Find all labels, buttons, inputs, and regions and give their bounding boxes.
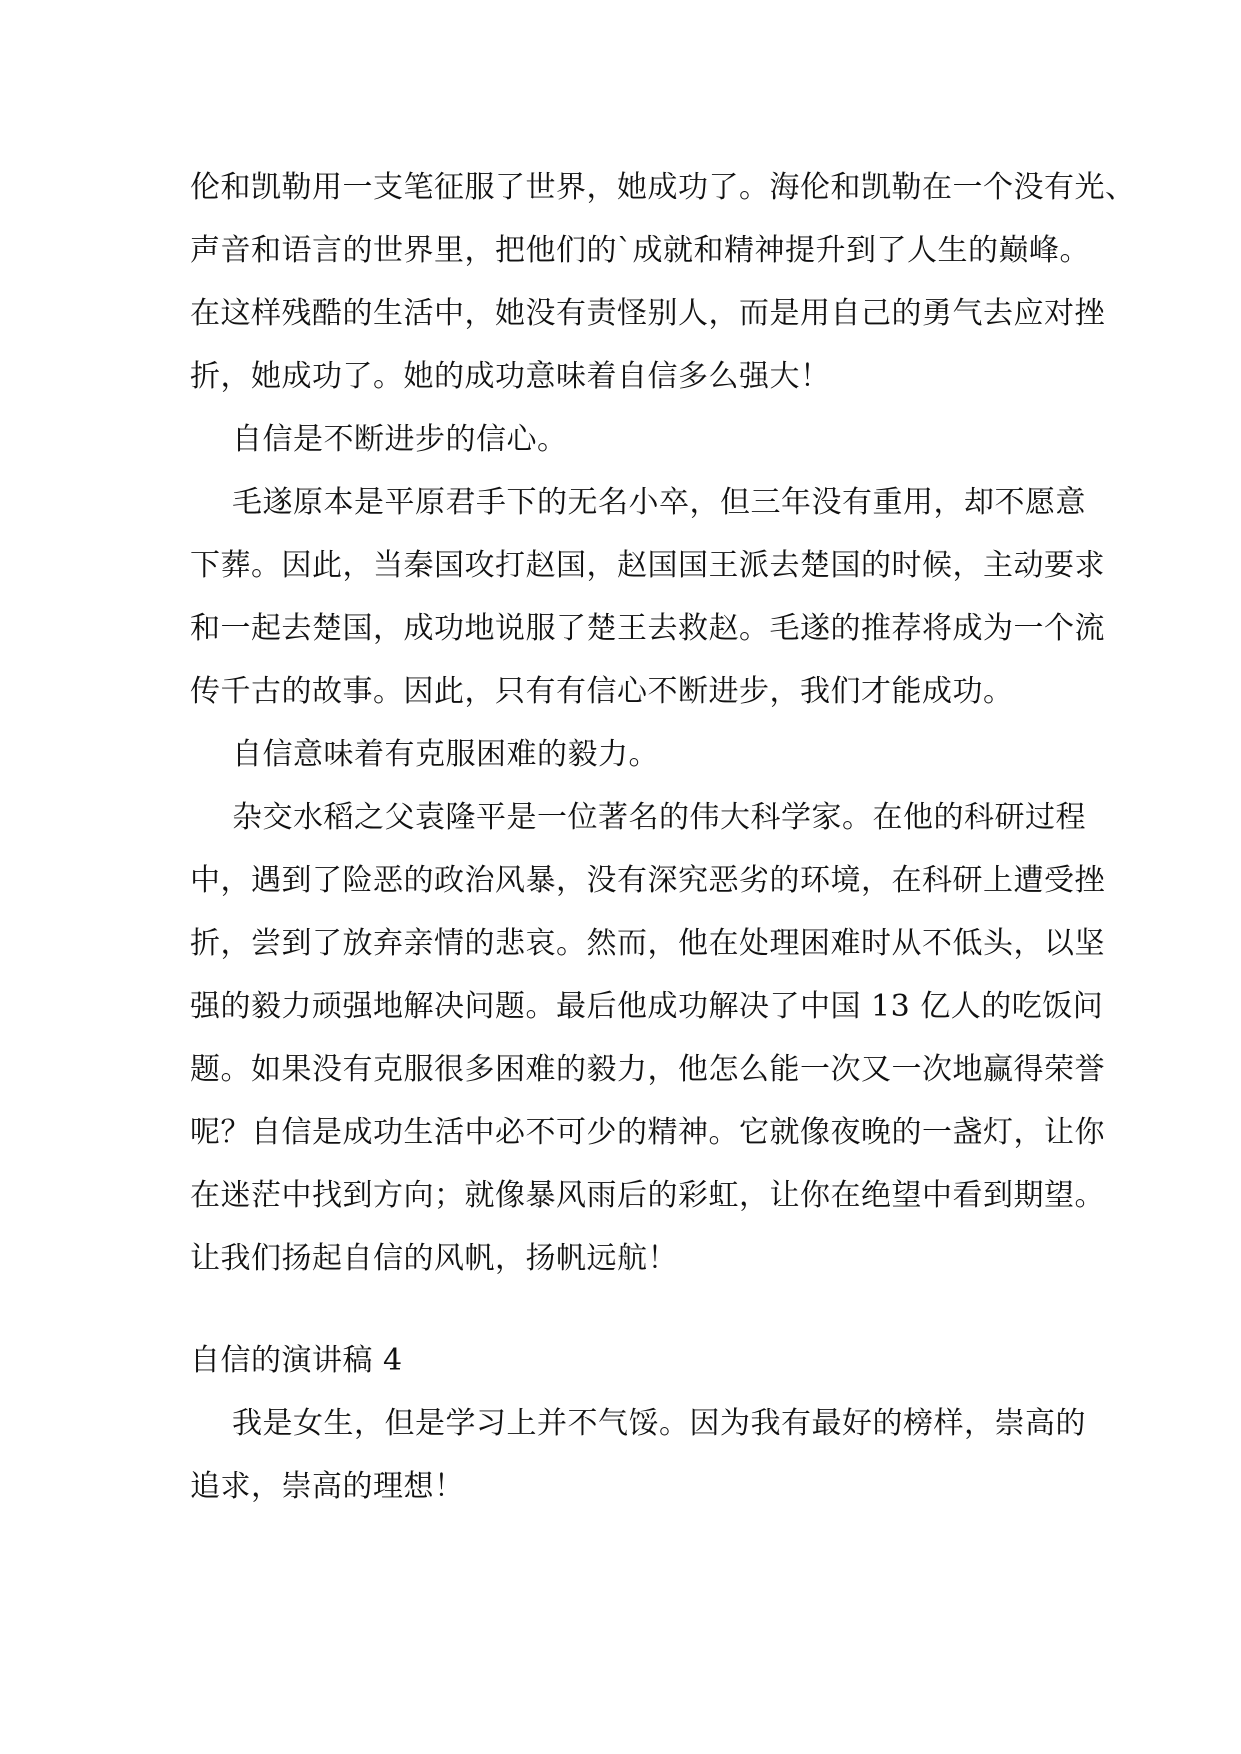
paragraph-line: 毛遂原本是平原君手下的无名小卒，但三年没有重用，却不愿意 bbox=[232, 485, 1086, 520]
paragraph-line: 杂交水稻之父袁隆平是一位著名的伟大科学家。在他的科研过程 bbox=[232, 800, 1086, 835]
paragraph-line: 强的毅力顽强地解决问题。最后他成功解决了中国 13 亿人的吃饭问 bbox=[190, 989, 1104, 1024]
paragraph-line: 下葬。因此，当秦国攻打赵国，赵国国王派去楚国的时候，主动要求 bbox=[190, 548, 1105, 583]
paragraph-line: 让我们扬起自信的风帆，扬帆远航！ bbox=[190, 1241, 678, 1276]
paragraph-line: 折，她成功了。她的成功意味着自信多么强大！ bbox=[190, 359, 831, 394]
section-heading: 自信的演讲稿 4 bbox=[190, 1343, 403, 1378]
paragraph-line: 中，遇到了险恶的政治风暴，没有深究恶劣的环境，在科研上遭受挫 bbox=[190, 863, 1105, 898]
paragraph-line: 追求，崇高的理想！ bbox=[190, 1469, 465, 1504]
paragraph-line: 伦和凯勒用一支笔征服了世界，她成功了。海伦和凯勒在一个没有光、 bbox=[190, 170, 1136, 205]
paragraph-line: 我是女生，但是学习上并不气馁。因为我有最好的榜样，崇高的 bbox=[232, 1406, 1086, 1441]
paragraph-line: 题。如果没有克服很多困难的毅力，他怎么能一次又一次地赢得荣誉 bbox=[190, 1052, 1105, 1087]
paragraph-line: 传千古的故事。因此，只有有信心不断进步，我们才能成功。 bbox=[190, 674, 1014, 709]
paragraph-line: 自信是不断进步的信心。 bbox=[232, 422, 568, 457]
paragraph-line: 在迷茫中找到方向；就像暴风雨后的彩虹，让你在绝望中看到期望。 bbox=[190, 1178, 1105, 1213]
paragraph-line: 和一起去楚国，成功地说服了楚王去救赵。毛遂的推荐将成为一个流 bbox=[190, 611, 1105, 646]
paragraph-line: 在这样残酷的生活中，她没有责怪别人，而是用自己的勇气去应对挫 bbox=[190, 296, 1105, 331]
paragraph-line: 呢？自信是成功生活中必不可少的精神。它就像夜晚的一盏灯，让你 bbox=[190, 1115, 1105, 1150]
paragraph-line: 声音和语言的世界里，把他们的`成就和精神提升到了人生的巅峰。 bbox=[190, 233, 1090, 268]
paragraph-line: 自信意味着有克服困难的毅力。 bbox=[232, 737, 659, 772]
paragraph-line: 折，尝到了放弃亲情的悲哀。然而，他在处理困难时从不低头，以坚 bbox=[190, 926, 1105, 961]
